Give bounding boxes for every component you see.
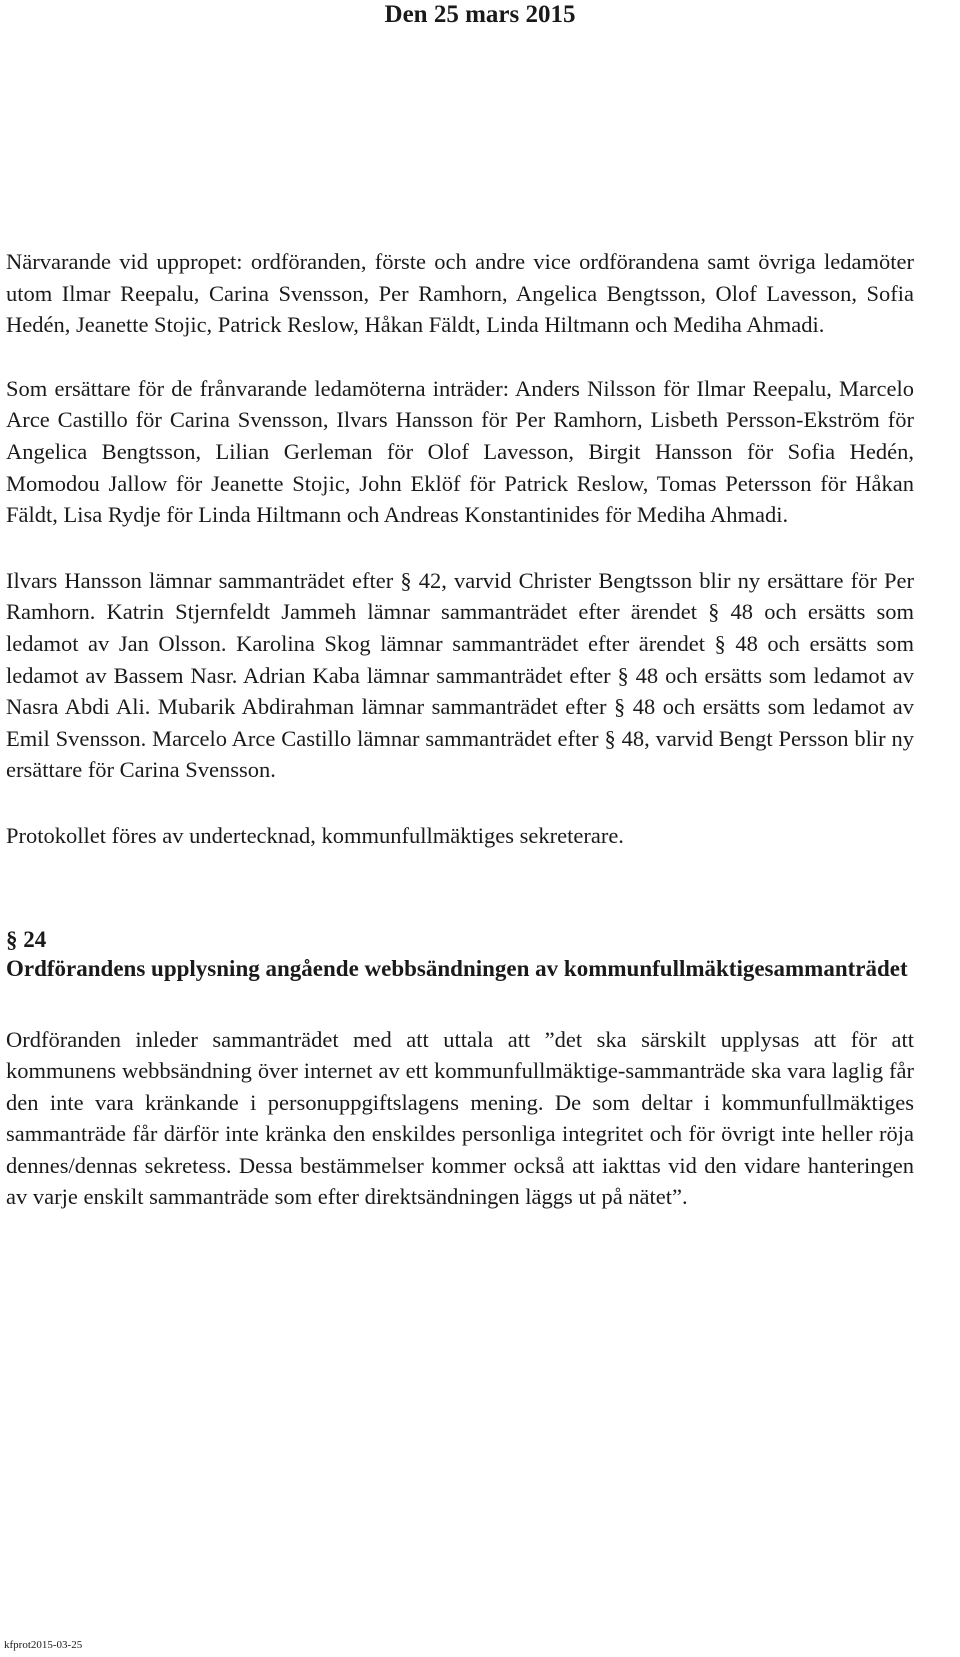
departures-paragraph: Ilvars Hansson lämnar sammanträdet efter § 42, varvid Christer Bengtsson blir ny ersättare för Per Ramhorn. Katrin Stjernfeldt Jammeh lämnar sammanträdet efter ärendet § 48 och ersätts som ledamot av Jan Olsson. Karolina Skog lämnar sammanträdet efter ärendet § 48 och ersätts som ledamot av Bassem Nasr. Adrian Kaba lämnar sammanträdet efter § 48 och ersätts som ledamot av Nasra Abdi Ali. Mubarik Abdirahman lämnar sammanträdet efter § 48 och ersätts som ledamot av Emil Svensson. Marcelo Arce Castillo lämnar sammanträdet efter § 48, varvid Bengt Persson blir ny ersättare för Carina Svensson. [6, 567, 914, 783]
secretary-paragraph: Protokollet föres av undertecknad, kommunfullmäktiges sekreterare. [6, 822, 624, 848]
substitutes-paragraph: Som ersättare för de frånvarande ledamöterna inträder: Anders Nilsson för Ilmar Reepalu, Marcelo Arce Castillo för Carina Svensson, Ilvars Hansson för Per Ramhorn, Lisbeth Persson-Ekström för Angelica Bengtsson, Lilian Gerleman för Olof Lavesson, Birgit Hansson för Sofia Hedén, Momodou Jallow för Jeanette Stojic, John Eklöf för Patrick Reslow, Tomas Petersson för Håkan Fäldt, Lisa Rydje för Linda Hiltmann och Andreas Konstantinides för Mediha Ahmadi. [6, 375, 914, 528]
attendance-paragraph: Närvarande vid uppropet: ordföranden, förste och andre vice ordförandena samt övriga ledamöter utom Ilmar Reepalu, Carina Svensson, Per Ramhorn, Angelica Bengtsson, Olof Lavesson, Sofia Hedén, Jeanette Stojic, Patrick Reslow, Håkan Fäldt, Linda Hiltmann och Mediha Ahmadi. [6, 249, 914, 338]
section-number: § 24 [6, 926, 47, 952]
footer-reference: kfprot2015-03-25 [4, 1639, 83, 1651]
section-body: Ordföranden inleder sammanträdet med att uttala att ”det ska särskilt upplysas att för att kommunens webbsändning över internet av ett kommunfullmäktige-sammanträde ska vara laglig får den inte vara kränkande i personuppgiftslagens mening. De som deltar i kommunfullmäktiges sammanträde får därför inte kränka den enskildes personliga integritet och för övrigt inte heller röja dennes/dennas sekretess. Dessa bestämmelser kommer också att iakttas vid den vidare hanteringen av varje enskilt sammanträde som efter direktsändningen läggs ut på nätet”. [6, 1026, 914, 1210]
page-date-header: Den 25 mars 2015 [384, 1, 576, 28]
section-title: Ordförandens upplysning angående webbsändningen av kommunfullmäktigesammanträdet [6, 955, 908, 981]
page-content [6, 246, 914, 1213]
